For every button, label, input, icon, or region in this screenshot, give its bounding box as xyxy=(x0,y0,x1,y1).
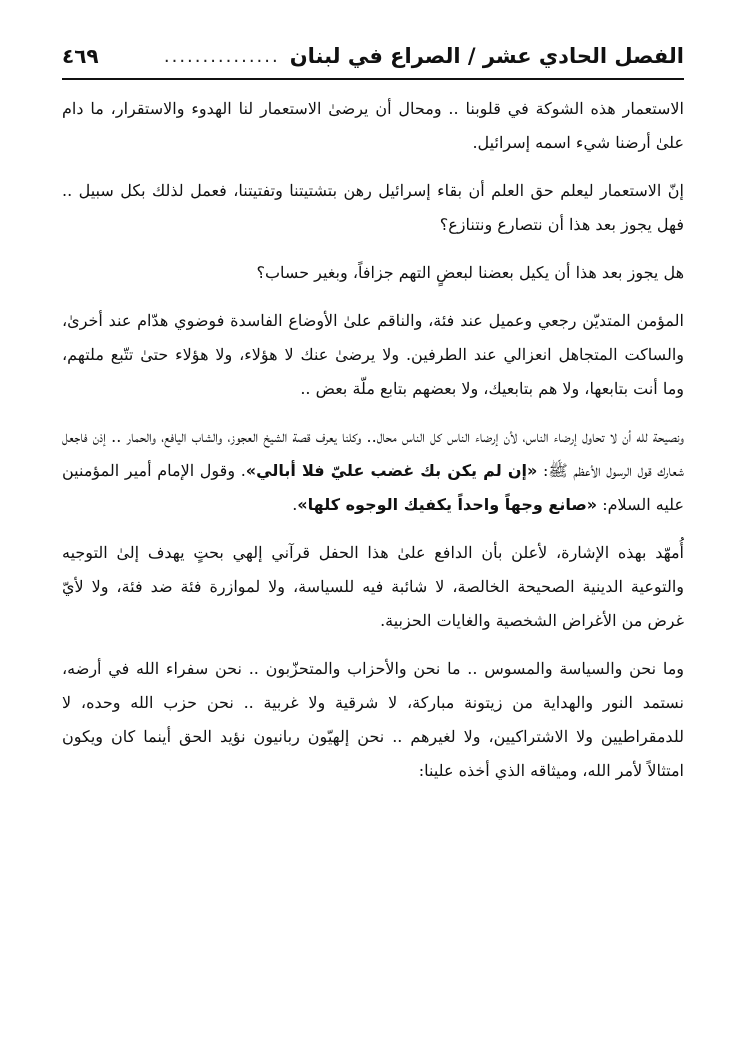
paragraph-7: وما نحن والسياسة والمسوس .. ما نحن والأحزاب والمتحزّبون .. نحن سفراء الله في أرضه، نستمد النور والهداية من زيتونة مباركة، لا شرقية ولا غربية .. نحن حزب الله وحده، لا للدمقراطيين ولا الاشتراكيين، ولا لغيرهم .. نحن إلهيّون ربانيون نؤيد الحق أينما كان ويكون امتثالاً لأمر الله، وميثاقه الذي أخذه علينا: xyxy=(62,659,684,780)
paragraph-1: الاستعمار هذه الشوكة في قلوبنا .. ومحال أن يرضىٰ الاستعمار لنا الهدوء والاستقرار، ما دام علىٰ أرضنا شيء اسمه إسرائيل. xyxy=(62,99,685,152)
paragraph-5-part-2: . وقول الإمام أمير المؤمنين عليه السلام: xyxy=(62,461,684,514)
paragraph-6: أُمهّد بهذه الإشارة، لأعلن بأن الدافع علىٰ هذا الحفل قرآني إلهي بحتٍ يهدف إلىٰ التوجيه والتوعية الدينية الصحيحة الخالصة، لا شائبة فيه للسياسة، ولا لموازرة فئة ضد فئة، ولا لأيّ غرض من الأغراض الشخصية والغايات الحزبية. xyxy=(62,543,684,630)
header-rule xyxy=(62,78,684,80)
prophet-quote: «إن لم يكن بك غضب عليّ فلا أبالي» xyxy=(245,461,538,480)
chapter-title: الفصل الحادي عشر / الصراع في لبنان xyxy=(289,44,684,68)
imam-quote: «صانع وجهاً واحداً يكفيك الوجوه كلها» xyxy=(297,495,598,514)
paragraph-4: المؤمن المتديّن رجعي وعميل عند فئة، والناقم علىٰ الأوضاع الفاسدة فوضوي هدّام عند أخرىٰ، والساكت المتجاهل انعزالي عند الطرفين. ولا يرضىٰ عنك لا هؤلاء، ولا هؤلاء حتىٰ تتّبع ملتهم، وما أنت بتابعها، ولا هم بتابعيك، ولا بعضهم بتابع ملّة بعض .. xyxy=(62,311,684,398)
paragraph-5 xyxy=(62,420,684,522)
running-header xyxy=(62,34,684,78)
paragraph-5-part-3: . xyxy=(292,495,298,514)
paragraph-2: إنّ الاستعمار ليعلم حق العلم أن بقاء إسرائيل رهن بتشتيتنا وتفتيتنا، فعمل لذلك بكل سبيل .. فهل يجوز بعد هذا أن نتصارع ونتنازع؟ xyxy=(62,181,684,234)
leader-dots: ............... xyxy=(163,45,280,67)
page-number: ٤٦٩ xyxy=(62,44,99,68)
body-text xyxy=(62,92,684,802)
paragraph-3: هل يجوز بعد هذا أن يكيل بعضنا لبعضٍ التهم جزافاً، وبغير حساب؟ xyxy=(256,263,684,282)
paragraph-5-part-1: ونصيحة لله أن لا تحاول إرضاء الناس، لأن إرضاء الناس كل الناس محال.. وكلنا يعرف قصة الشيخ العجوز، والشاب اليافع، والحمار .. إذن فاجعل شعارك قول الرسول الأعظم ﷺ: xyxy=(62,427,685,480)
